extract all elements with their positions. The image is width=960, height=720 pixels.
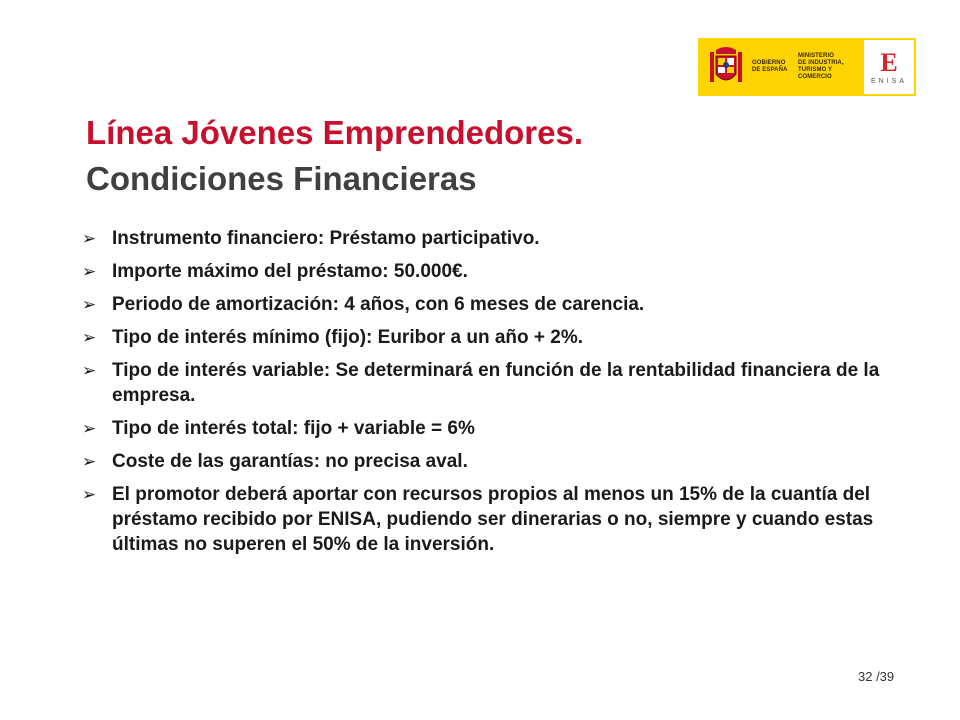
arrow-bullet-icon: ➢: [82, 361, 97, 380]
list-item: [80, 482, 900, 557]
ministry-line-3: TURISMO Y COMERCIO: [798, 67, 833, 80]
title-line-1: Línea Jóvenes Emprendedores.: [86, 114, 584, 151]
enisa-logo: [864, 40, 914, 94]
list-item: [80, 226, 900, 251]
arrow-bullet-icon: ➢: [82, 328, 97, 347]
slide-title: [86, 110, 583, 202]
arrow-bullet-icon: ➢: [82, 295, 97, 314]
list-item: [80, 292, 900, 317]
arrow-bullet-icon: ➢: [82, 452, 97, 471]
government-logo-banner: [698, 38, 916, 96]
list-item-text: Tipo de interés mínimo (fijo): Euribor a un año + 2%.: [112, 327, 584, 348]
list-item-text: Tipo de interés total: fijo + variable = 6%: [112, 418, 475, 439]
list-item: [80, 325, 900, 350]
arrow-bullet-icon: ➢: [82, 485, 97, 504]
arrow-bullet-icon: ➢: [82, 262, 97, 281]
enisa-letter: E: [880, 47, 898, 77]
gov-line-2: DE ESPAÑA: [752, 67, 788, 73]
list-item: [80, 416, 900, 441]
arrow-bullet-icon: ➢: [82, 419, 97, 438]
title-line-2: Condiciones Financieras: [86, 160, 477, 197]
list-item-text: Importe máximo del préstamo: 50.000€.: [112, 261, 468, 282]
ministry-label: [798, 53, 864, 81]
page-number: 32 /39: [858, 669, 895, 684]
list-item-text: El promotor deberá aportar con recursos propios al menos un 15% de la cuantía del préstamo recibido por ENISA, pudiendo ser dinerarias o no, siempre y cuando estas últimas no superen el 50% de la inversión.: [112, 484, 874, 555]
list-item-text: Instrumento financiero: Préstamo participativo.: [112, 228, 540, 249]
list-item: [80, 449, 900, 474]
list-item: [80, 358, 900, 408]
ministry-line-1: MINISTERIO: [798, 53, 835, 59]
list-item-text: Coste de las garantías: no precisa aval.: [112, 451, 468, 472]
conditions-list: [80, 226, 900, 565]
ministry-line-2: DE INDUSTRIA,: [798, 60, 844, 66]
coat-of-arms-icon: [706, 44, 746, 90]
gov-line-1: GOBIERNO: [752, 60, 786, 66]
government-label: [752, 60, 794, 74]
list-item: [80, 259, 900, 284]
arrow-bullet-icon: ➢: [82, 229, 97, 248]
list-item-text: Periodo de amortización: 4 años, con 6 meses de carencia.: [112, 294, 645, 315]
enisa-word: ENISA: [870, 77, 907, 85]
list-item-text: Tipo de interés variable: Se determinará en función de la rentabilidad financiera de la empresa.: [112, 360, 880, 406]
